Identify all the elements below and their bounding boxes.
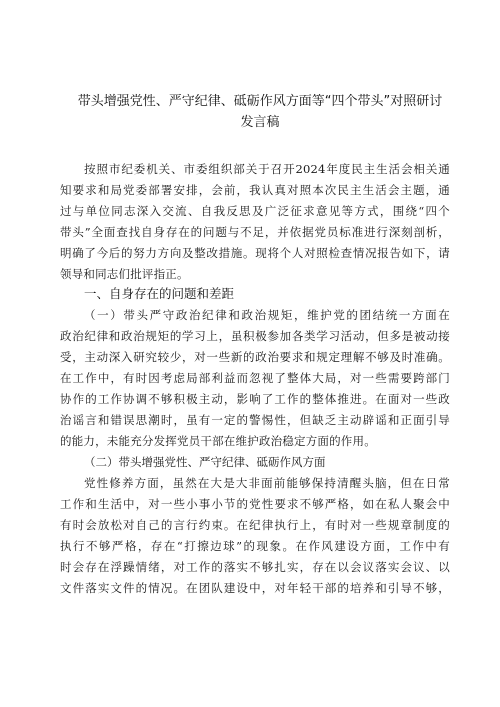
body-line: 政治纪律和政治规矩的学习上，虽积极参加各类学习活动，但多是被动接: [60, 329, 450, 343]
intro-line: 带头”全面查找自身存在的问题与不足，并依据党员标准进行深刻剖析，: [60, 225, 450, 239]
intro-line: 过与单位同志深入交流、自我反思及广泛征求意见等方式，围绕“四个: [60, 204, 450, 218]
section-heading: 一、自身存在的问题和差距: [84, 286, 235, 301]
document-title-line-1: 带头增强党性、严守纪律、砥砺作风方面等“四个带头”对照研讨: [77, 94, 443, 109]
body-line: 执行不够严格，存在“打擦边球”的现象。在作风建设方面，工作中有: [60, 539, 450, 553]
intro-line: 明确了今后的努力方向及整改措施。现将个人对照检查情况报告如下，请: [60, 246, 450, 260]
body-line: 治谣言和错误思潮时，虽有一定的警惕性，但缺乏主动辟谣和正面引导: [60, 413, 450, 427]
subsection-heading: （一）带头严守政治纪律和政治规矩，维护党的团结统一方面在: [84, 308, 450, 322]
body-line: 工作和生活中，对一些小事小节的党性要求不够严格，如在私人聚会中: [60, 497, 450, 511]
document-title-line-2: 发言稿: [240, 115, 280, 130]
body-line: 时会存在浮躁情绪，对工作的落实不够扎实，存在以会议落实会议、以: [60, 560, 450, 574]
body-line: 在工作中，有时因考虑局部利益而忽视了整体大局，对一些需要跨部门: [60, 371, 450, 385]
body-line: 文件落实文件的情况。在团队建设中，对年轻干部的培养和引导不够，: [60, 581, 450, 595]
subsection-heading: （二）带头增强党性、严守纪律、砥砺作风方面: [84, 455, 326, 469]
body-line: 协作的工作协调不够积极主动，影响了工作的整体推进。在面对一些政: [60, 392, 450, 406]
body-line: 受，主动深入研究较少，对一些新的政治要求和规定理解不够及时准确。: [60, 350, 450, 364]
body-line: 有时会放松对自己的言行约束。在纪律执行上，有时对一些规章制度的: [60, 518, 450, 532]
body-line: 党性修养方面，虽然在大是大非面前能够保持清醒头脑，但在日常: [84, 476, 450, 490]
intro-line: 知要求和局党委部署安排，会前，我认真对照本次民主生活会主题，通: [60, 183, 450, 197]
intro-line: 领导和同志们批评指正。: [60, 267, 189, 281]
body-line: 的能力，未能充分发挥党员干部在维护政治稳定方面的作用。: [60, 434, 376, 448]
intro-line: 按照市纪委机关、市委组织部关于召开2024年度民主生活会相关通: [84, 162, 450, 176]
